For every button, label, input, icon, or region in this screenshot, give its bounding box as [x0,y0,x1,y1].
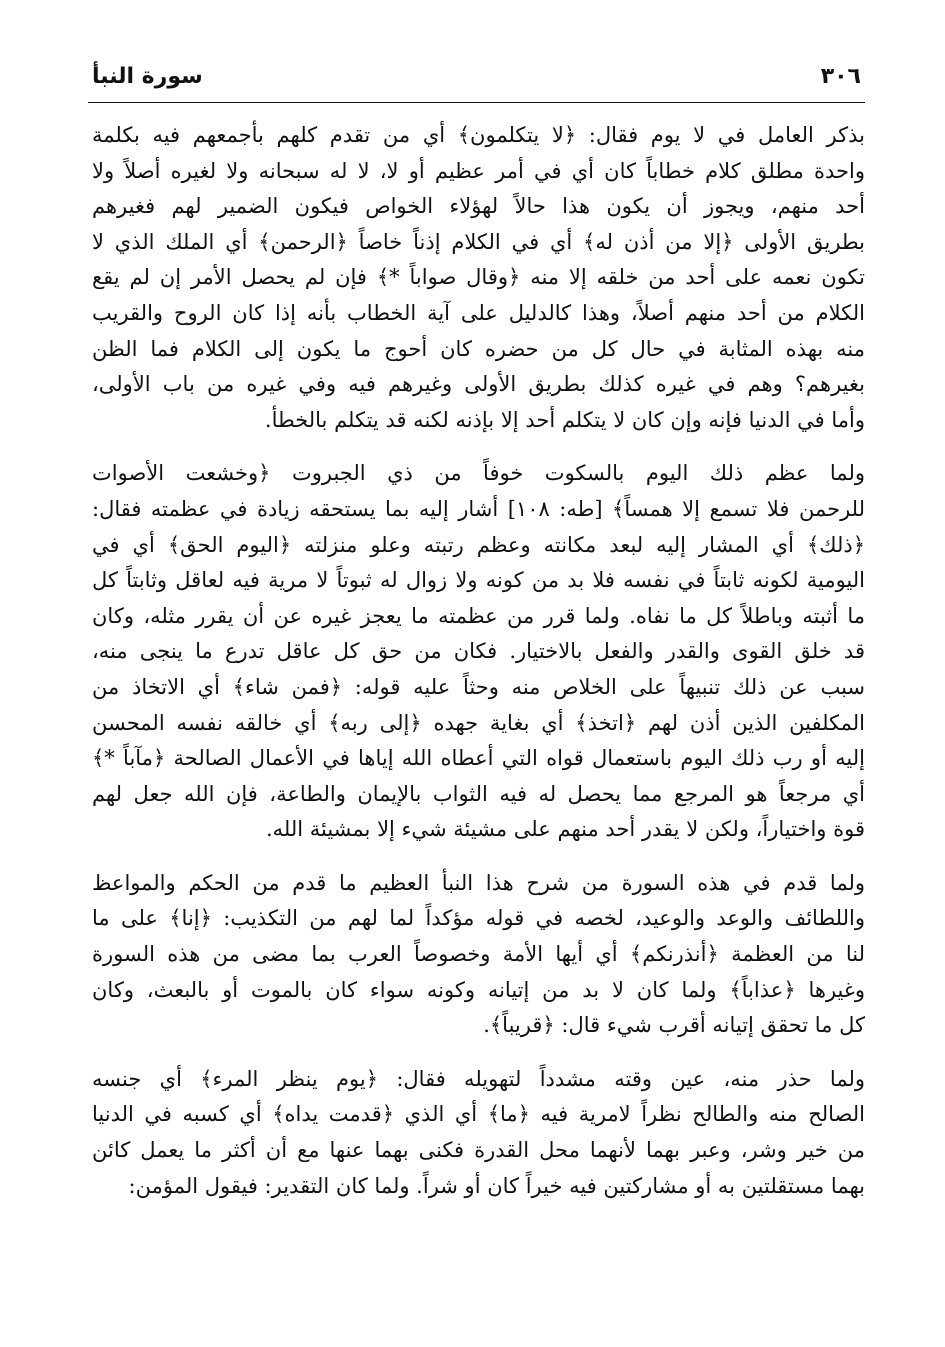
paragraph [92,1062,865,1204]
text-line: من خير وشر، وعبر بهما لأنهما محل القدرة فكنى بهما عنها مع أن أكثر ما يعمل كائن [92,1138,865,1163]
text-line: واللطائف والوعد والوعيد، لخصه في قوله مؤكداً لما لهم من التكذيب: ﴿إنا﴾ على ما [92,906,865,931]
text-line: إليه أو رب ذلك اليوم باستعمال قواه التي أعطاه الله إياها في الأعمال الصالحة ﴿مآباً *﴾ [92,746,865,771]
text-line: ما أثبته وباطلاً كل ما نفاه. ولما قرر من عظمته ما يعجز غيره عن أن يقرر مثله، وكان [92,603,865,628]
paragraph [92,118,865,438]
text-line: الكلام من أحد منهم أصلاً، وهذا كالدليل على آية الخطاب بأنه إذا كان الروح والقريب [92,300,865,325]
main-text [92,118,865,1222]
text-line: ولما قدم في هذه السورة من شرح هذا النبأ العظيم ما قدم من الحكم والمواعظ [92,870,865,895]
text-line: ﴿ذلك﴾ أي المشار إليه لبعد مكانته وعظم رتبته وعلو منزلته ﴿اليوم الحق﴾ أي في [92,532,865,557]
text-line: قد خلق القوى والقدر والفعل بالاختيار. فكان من حق كل عاقل تدرع ما ينجى منه، [92,639,865,664]
text-line: للرحمن فلا تسمع إلا همساً﴾ [طه: ١٠٨] أشار إليه بما يستحقه زيادة في عظمته فقال: [92,496,865,521]
text-line: بطريق الأولى ﴿إلا من أذن له﴾ أي في الكلام إذناً خاصاً ﴿الرحمن﴾ أي الملك الذي لا [92,229,865,254]
text-line: أحد منهم، ويجوز أن يكون هذا حالاً لهؤلاء الخواص فيكون الضمير لهم فغيرهم [92,194,865,219]
running-header [88,62,865,103]
page-number: ٣٠٦ [820,64,861,89]
text-line: قوة واختياراً، ولكن لا يقدر أحد منهم على مشيئة شيء إلا بمشيئة الله. [265,817,865,842]
text-line: بغيرهم؟ وهم في غيره كذلك بطريق الأولى وغيرهم فيه وفي غيره من باب الأولى، [92,372,865,397]
text-line: ولما حذر منه، عين وقته مشدداً لتهويله فقال: ﴿يوم ينظر المرء﴾ أي جنسه [92,1066,865,1091]
paragraph [92,456,865,848]
text-line: المكلفين الذين أذن لهم ﴿اتخذ﴾ أي بغاية جهده ﴿إلى ربه﴾ أي خالقه نفسه المحسن [92,710,865,735]
text-line: لنا من العظمة ﴿أنذرنكم﴾ أي أيها الأمة وخصوصاً العرب بما مضى من هذه السورة [92,942,865,967]
text-line: كل ما تحقق إتيانه أقرب شيء قال: ﴿قريباً﴾. [483,1013,865,1038]
text-line: بهما مستقلتين به أو مشاركتين فيه خيراً كان أو شراً. ولما كان التقدير: فيقول المؤمن: [128,1173,865,1198]
text-line: اليومية لكونه ثابتاً في نفسه فلا بد من كونه ولا زوال له ثبوتاً لا مرية فيه لعاقل وثابتاً كل [92,568,865,593]
text-line: سبب عن ذلك تنبيهاً على الخلاص منه وحثاً عليه قوله: ﴿فمن شاء﴾ أي الاتخاذ من [92,674,865,699]
text-line: الصالح منه والطالح نظراً لامرية فيه ﴿ما﴾ أي الذي ﴿قدمت يداه﴾ أي كسبه في الدنيا [92,1102,865,1127]
text-line: واحدة مطلق كلام خطاباً كان أي في أمر عظيم أو لا، لا له سبحانه ولا لغيره أصلاً ولا [92,158,865,183]
paragraph [92,866,865,1044]
text-line: أي مرجعاً هو المرجع مما يحصل له فيه الثواب بالإيمان والطاعة، فإن الله جعل لهم [92,781,865,806]
surah-title: سورة النبأ [92,64,203,89]
text-line: وأما في الدنيا فإنه وإن كان لا يتكلم أحد إلا بإذنه لكنه قد يتكلم بالخطأ. [264,407,865,432]
text-line: بذكر العامل في لا يوم فقال: ﴿لا يتكلمون﴾ أي من تقدم كلهم بأجمعهم فيه بكلمة [92,123,865,147]
text-line: تكون نعمه على أحد من خلقه إلا منه ﴿وقال صواباً *﴾ فإن لم يحصل الأمر إن لم يقع [92,265,865,290]
text-line: منه بهذه المثابة في حال كل من حضره كان أحوج ما يكون إلى الكلام فما الظن [92,336,865,361]
text-line: ولما عظم ذلك اليوم بالسكوت خوفاً من ذي الجبروت ﴿وخشعت الأصوات [92,461,865,486]
text-line: وغيرها ﴿عذاباً﴾ ولما كان لا بد من إتيانه وكونه سواء كان بالموت أو بالبعث، وكان [92,977,865,1002]
